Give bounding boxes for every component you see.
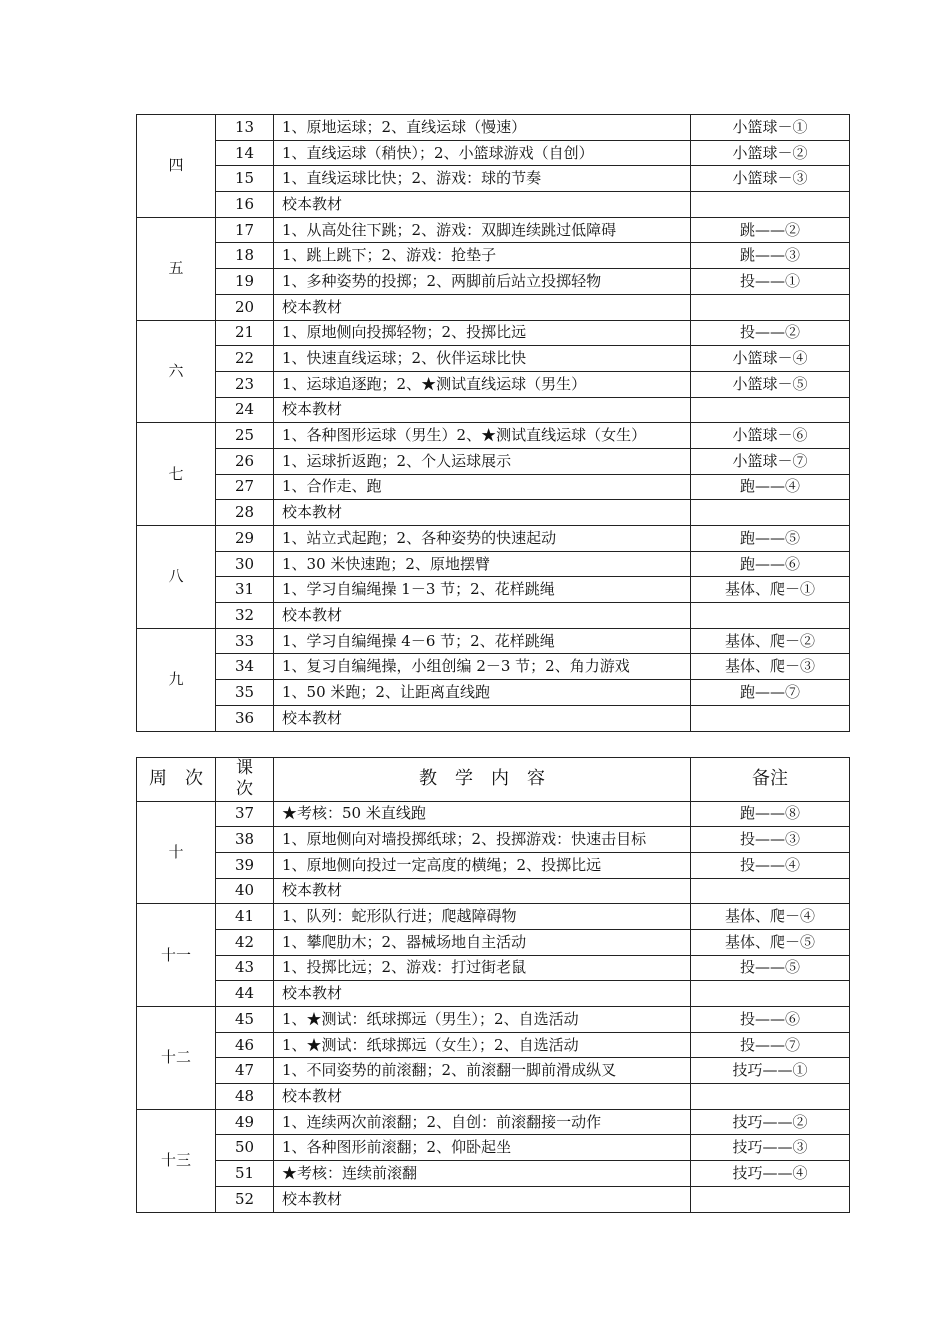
lesson-number: 47: [216, 1058, 274, 1084]
week-cell: 十二: [137, 1007, 216, 1110]
lesson-content: 1、学习自编绳操 1－3 节；2、花样跳绳: [274, 577, 691, 603]
lesson-number: 36: [216, 705, 274, 731]
lesson-plan-table-1: [136, 114, 850, 732]
table-row: [137, 140, 850, 166]
lesson-note: 基体、爬－⑤: [691, 929, 850, 955]
table-row: [137, 269, 850, 295]
lesson-note: 小篮球－⑤: [691, 371, 850, 397]
lesson-number: 50: [216, 1135, 274, 1161]
lesson-note: 基体、爬－①: [691, 577, 850, 603]
header-content: 教 学 内 容: [274, 758, 691, 802]
table-row: [137, 603, 850, 629]
lesson-note: 跑——⑧: [691, 801, 850, 827]
table-row: [137, 654, 850, 680]
lesson-note: 基体、爬－②: [691, 628, 850, 654]
lesson-note: 跳——③: [691, 243, 850, 269]
lesson-number: 40: [216, 878, 274, 904]
lesson-content: 1、原地侧向对墙投掷纸球；2、投掷游戏：快速击目标: [274, 827, 691, 853]
lesson-number: 44: [216, 981, 274, 1007]
lesson-content: 1、50 米跑；2、让距离直线跑: [274, 680, 691, 706]
lesson-note: [691, 705, 850, 731]
lesson-content: 1、直线运球比快；2、游戏：球的节奏: [274, 166, 691, 192]
lesson-content: 1、连续两次前滚翻；2、自创：前滚翻接一动作: [274, 1109, 691, 1135]
lesson-note: 技巧——②: [691, 1109, 850, 1135]
header-lesson-bottom: 次: [236, 779, 253, 800]
week-cell: 五: [137, 217, 216, 320]
table-row: [137, 955, 850, 981]
lesson-number: 13: [216, 115, 274, 141]
lesson-note: [691, 1186, 850, 1212]
lesson-content: 校本教材: [274, 1186, 691, 1212]
lesson-content: 1、★测试：纸球掷远（男生）；2、自选活动: [274, 1007, 691, 1033]
lesson-note: [691, 397, 850, 423]
lesson-note: [691, 294, 850, 320]
lesson-number: 52: [216, 1186, 274, 1212]
lesson-note: [691, 500, 850, 526]
lesson-number: 17: [216, 217, 274, 243]
lesson-number: 25: [216, 423, 274, 449]
lesson-note: [691, 878, 850, 904]
lesson-content: 1、各种图形前滚翻；2、仰卧起坐: [274, 1135, 691, 1161]
lesson-content: 1、学习自编绳操 4－6 节；2、花样跳绳: [274, 628, 691, 654]
lesson-note: [691, 1084, 850, 1110]
lesson-content: 1、原地侧向投过一定高度的横绳；2、投掷比远: [274, 852, 691, 878]
lesson-content: 校本教材: [274, 397, 691, 423]
table-row: [137, 628, 850, 654]
lesson-note: 技巧——①: [691, 1058, 850, 1084]
lesson-number: 27: [216, 474, 274, 500]
table-row: [137, 192, 850, 218]
table-row: [137, 474, 850, 500]
table-row: [137, 294, 850, 320]
week-cell: 十三: [137, 1109, 216, 1212]
table-row: [137, 217, 850, 243]
lesson-content: 校本教材: [274, 192, 691, 218]
lesson-number: 51: [216, 1161, 274, 1187]
lesson-content: 1、运球追逐跑；2、★测试直线运球（男生）: [274, 371, 691, 397]
lesson-content: 校本教材: [274, 1084, 691, 1110]
table-row: [137, 243, 850, 269]
lesson-note: 技巧——④: [691, 1161, 850, 1187]
lesson-number: 41: [216, 904, 274, 930]
lesson-content: 校本教材: [274, 603, 691, 629]
lesson-content: 1、攀爬肋木；2、器械场地自主活动: [274, 929, 691, 955]
lesson-number: 23: [216, 371, 274, 397]
lesson-content: 校本教材: [274, 294, 691, 320]
table-row: [137, 166, 850, 192]
table-row: [137, 1084, 850, 1110]
lesson-note: 小篮球－⑦: [691, 448, 850, 474]
lesson-content: 1、原地运球；2、直线运球（慢速）: [274, 115, 691, 141]
table-row: [137, 1058, 850, 1084]
lesson-number: 49: [216, 1109, 274, 1135]
lesson-note: 小篮球－④: [691, 346, 850, 372]
header-week: 周 次: [137, 758, 216, 802]
lesson-note: 投——⑤: [691, 955, 850, 981]
table-row: [137, 577, 850, 603]
lesson-note: 小篮球－③: [691, 166, 850, 192]
lesson-content: 1、30 米快速跑；2、原地摆臂: [274, 551, 691, 577]
table-row: [137, 320, 850, 346]
table-row: [137, 981, 850, 1007]
table-row: [137, 1032, 850, 1058]
lesson-content: ★考核：连续前滚翻: [274, 1161, 691, 1187]
lesson-content: 1、不同姿势的前滚翻；2、前滚翻一脚前滑成纵叉: [274, 1058, 691, 1084]
week-cell: 九: [137, 628, 216, 731]
lesson-note: 小篮球－①: [691, 115, 850, 141]
lesson-note: 投——②: [691, 320, 850, 346]
lesson-number: 22: [216, 346, 274, 372]
table-row: [137, 1135, 850, 1161]
lesson-note: 跑——⑦: [691, 680, 850, 706]
lesson-content: 1、多种姿势的投掷；2、两脚前后站立投掷轻物: [274, 269, 691, 295]
lesson-number: 39: [216, 852, 274, 878]
week-cell: 四: [137, 115, 216, 218]
lesson-number: 32: [216, 603, 274, 629]
lesson-note: 投——③: [691, 827, 850, 853]
lesson-number: 19: [216, 269, 274, 295]
lesson-note: 基体、爬－③: [691, 654, 850, 680]
lesson-number: 20: [216, 294, 274, 320]
header-row: [137, 758, 850, 802]
week-cell: 十: [137, 801, 216, 904]
week-cell: 七: [137, 423, 216, 526]
lesson-content: 校本教材: [274, 878, 691, 904]
lesson-note: 小篮球－②: [691, 140, 850, 166]
table-row: [137, 929, 850, 955]
lesson-number: 37: [216, 801, 274, 827]
table-row: [137, 448, 850, 474]
lesson-note: 投——⑥: [691, 1007, 850, 1033]
lesson-note: [691, 603, 850, 629]
lesson-content: 校本教材: [274, 705, 691, 731]
lesson-content: 1、复习自编绳操，小组创编 2－3 节；2、角力游戏: [274, 654, 691, 680]
lesson-number: 21: [216, 320, 274, 346]
lesson-note: 技巧——③: [691, 1135, 850, 1161]
lesson-number: 31: [216, 577, 274, 603]
lesson-number: 46: [216, 1032, 274, 1058]
table-row: [137, 371, 850, 397]
lesson-number: 42: [216, 929, 274, 955]
table-row: [137, 397, 850, 423]
table-row: [137, 500, 850, 526]
lesson-content: 1、各种图形运球（男生）2、★测试直线运球（女生）: [274, 423, 691, 449]
lesson-note: 基体、爬－④: [691, 904, 850, 930]
lesson-number: 30: [216, 551, 274, 577]
table-row: [137, 1161, 850, 1187]
lesson-content: ★考核：50 米直线跑: [274, 801, 691, 827]
table-row: [137, 526, 850, 552]
lesson-number: 26: [216, 448, 274, 474]
lesson-note: 跑——⑥: [691, 551, 850, 577]
table-row: [137, 115, 850, 141]
header-note: 备注: [691, 758, 850, 802]
lesson-content: 1、站立式起跑；2、各种姿势的快速起动: [274, 526, 691, 552]
lesson-note: [691, 192, 850, 218]
lesson-number: 14: [216, 140, 274, 166]
lesson-note: [691, 981, 850, 1007]
lesson-content: 1、直线运球（稍快）；2、小篮球游戏（自创）: [274, 140, 691, 166]
lesson-number: 43: [216, 955, 274, 981]
lesson-note: 跳——②: [691, 217, 850, 243]
lesson-number: 24: [216, 397, 274, 423]
week-cell: 十一: [137, 904, 216, 1007]
table-row: [137, 1186, 850, 1212]
lesson-number: 28: [216, 500, 274, 526]
lesson-note: 投——①: [691, 269, 850, 295]
lesson-content: 1、★测试：纸球掷远（女生）；2、自选活动: [274, 1032, 691, 1058]
lesson-number: 18: [216, 243, 274, 269]
lesson-number: 15: [216, 166, 274, 192]
lesson-content: 1、原地侧向投掷轻物；2、投掷比远: [274, 320, 691, 346]
lesson-content: 校本教材: [274, 981, 691, 1007]
lesson-note: 投——⑦: [691, 1032, 850, 1058]
lesson-content: 1、合作走、跑: [274, 474, 691, 500]
table-row: [137, 878, 850, 904]
lesson-number: 16: [216, 192, 274, 218]
lesson-plan-table-2: [136, 757, 850, 1213]
lesson-number: 35: [216, 680, 274, 706]
week-cell: 八: [137, 526, 216, 629]
table-row: [137, 705, 850, 731]
lesson-number: 48: [216, 1084, 274, 1110]
lesson-number: 45: [216, 1007, 274, 1033]
lesson-content: 1、队列：蛇形队行进；爬越障碍物: [274, 904, 691, 930]
table-row: [137, 827, 850, 853]
table-row: [137, 801, 850, 827]
table-row: [137, 1109, 850, 1135]
table-row: [137, 1007, 850, 1033]
lesson-number: 33: [216, 628, 274, 654]
table-row: [137, 551, 850, 577]
table-row: [137, 346, 850, 372]
lesson-content: 1、从高处往下跳；2、游戏：双脚连续跳过低障碍: [274, 217, 691, 243]
lesson-number: 34: [216, 654, 274, 680]
lesson-content: 校本教材: [274, 500, 691, 526]
lesson-content: 1、跳上跳下；2、游戏：抢垫子: [274, 243, 691, 269]
header-lesson-top: 课: [236, 758, 253, 778]
week-cell: 六: [137, 320, 216, 423]
lesson-content: 1、快速直线运球；2、伙伴运球比快: [274, 346, 691, 372]
header-lesson: [216, 758, 274, 802]
table-row: [137, 904, 850, 930]
lesson-note: 投——④: [691, 852, 850, 878]
lesson-note: 跑——⑤: [691, 526, 850, 552]
lesson-number: 38: [216, 827, 274, 853]
lesson-content: 1、运球折返跑；2、个人运球展示: [274, 448, 691, 474]
table-row: [137, 680, 850, 706]
lesson-number: 29: [216, 526, 274, 552]
lesson-content: 1、投掷比远；2、游戏：打过街老鼠: [274, 955, 691, 981]
table-row: [137, 852, 850, 878]
lesson-note: 跑——④: [691, 474, 850, 500]
lesson-note: 小篮球－⑥: [691, 423, 850, 449]
table-row: [137, 423, 850, 449]
